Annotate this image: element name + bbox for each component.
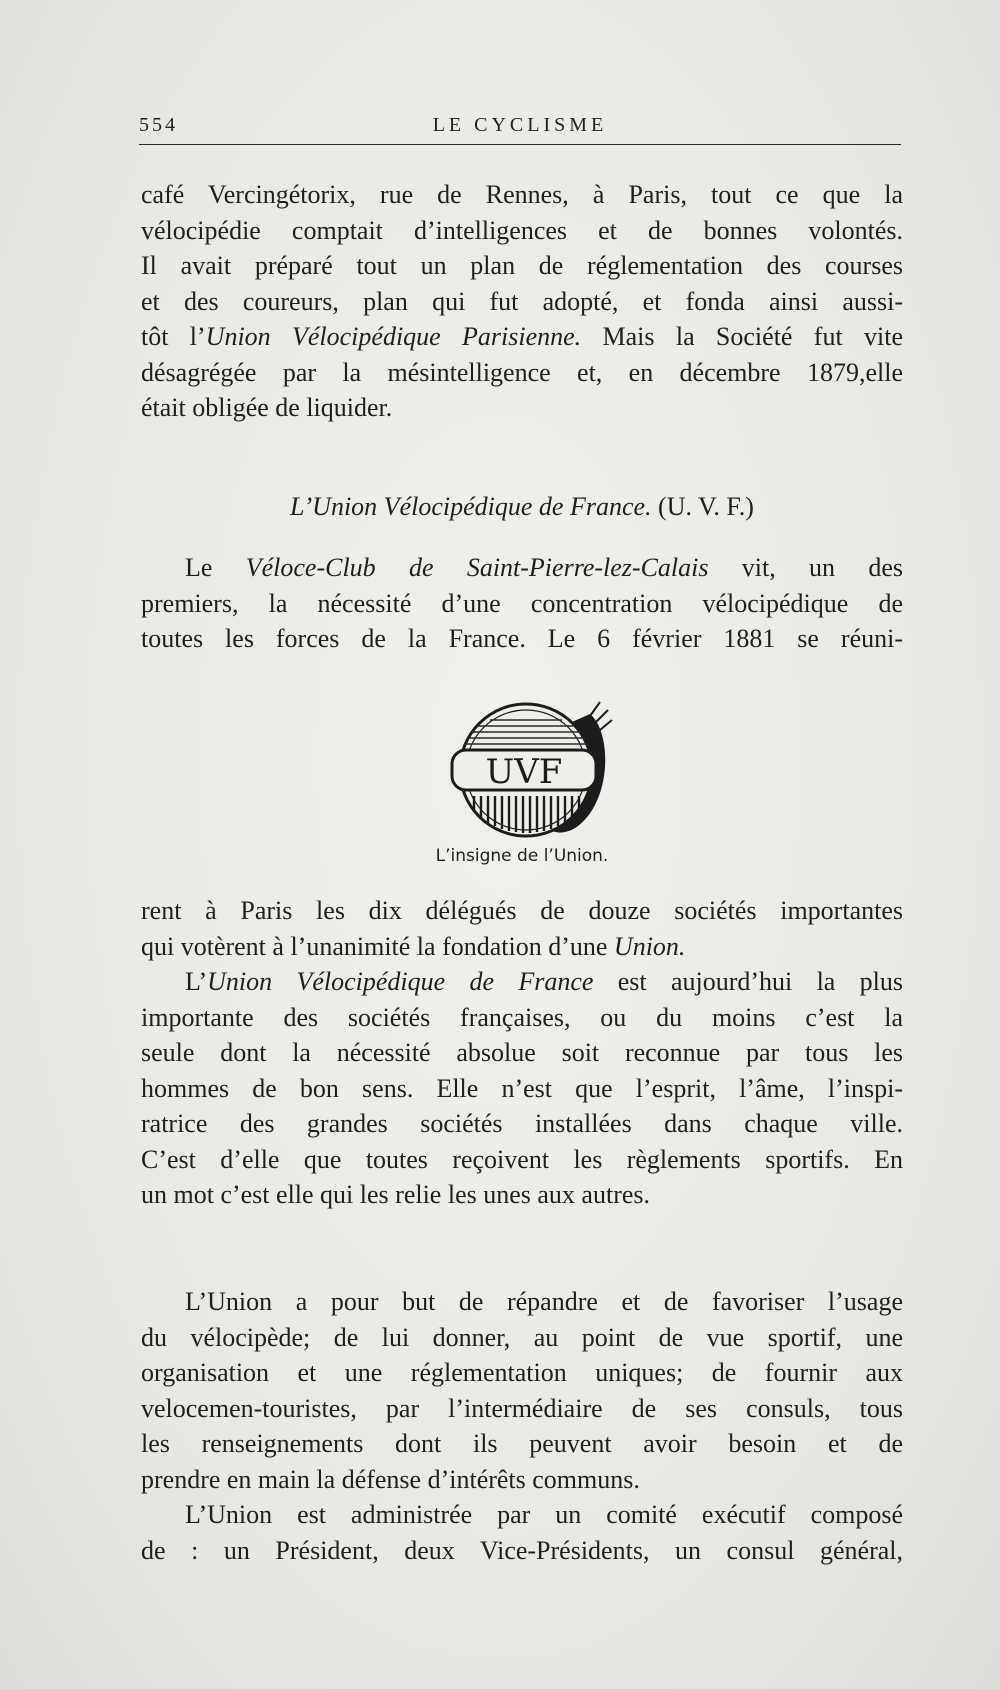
uvf-badge-figure — [440, 692, 620, 842]
text-run: vit, un des — [708, 553, 904, 582]
text-line: premiers, la nécessité d’une concentration vélocipédique de — [141, 588, 903, 618]
text-line: L’Union est administrée par un comité exécutif composé — [185, 1500, 903, 1529]
text-line — [141, 964, 903, 1000]
section-heading-abbreviation: (U. V. F.) — [651, 492, 754, 521]
text-run: L’ — [185, 967, 208, 996]
text-line: désagrégée par la mésintelligence et, en décembre 1879,elle — [141, 357, 903, 387]
italic-union: Union. — [613, 931, 686, 961]
text-line: ratrice des grandes sociétés installées dans chaque ville. — [141, 1109, 903, 1138]
text-line: toutes les forces de la France. Le 6 février 1881 se réuni- — [141, 624, 903, 653]
page-number: 554 — [139, 114, 178, 136]
text-run: Le — [185, 553, 246, 582]
text-line: les renseignements dont ils peuvent avoir besoin et de — [141, 1429, 903, 1458]
text-line: organisation et une réglementation uniques; de fournir aux — [141, 1358, 903, 1387]
text-run: Mais la Société fut vite — [581, 322, 903, 351]
text-line: velocemen-touristes, par l’intermédiaire de ses consuls, tous — [141, 1393, 903, 1423]
section-heading — [141, 490, 903, 524]
paragraph-3 — [141, 893, 903, 964]
text-line: Il avait préparé tout un plan de réglementation des courses — [141, 251, 903, 280]
paragraph-2 — [141, 550, 903, 657]
italic-union-name: Union Vélocipédique de France — [207, 967, 594, 996]
text-line: hommes de bon sens. Elle n’est que l’esprit, l’âme, l’inspi- — [141, 1073, 903, 1103]
text-line: du vélocipède; de lui donner, au point de vue sportif, une — [141, 1322, 903, 1352]
paragraph-4 — [141, 964, 903, 1213]
italic-society-name: Union Vélocipédique Parisienne. — [205, 322, 582, 351]
text-run: qui votèrent à l’unanimité la fondation d’une — [141, 931, 614, 961]
text-line: vélocipédie comptait d’intelligences et de bonnes volontés. — [141, 215, 903, 245]
paragraph-1 — [141, 177, 903, 426]
running-head — [139, 114, 901, 145]
text-line: prendre en main la défense d’intérêts communs. — [141, 1464, 640, 1494]
text-line: et des coureurs, plan qui fut adopté, et fonda ainsi aussi- — [141, 286, 903, 316]
text-line: importante des sociétés françaises, ou du moins c’est la — [141, 1002, 903, 1032]
text-line: rent à Paris les dix délégués de douze sociétés importantes — [141, 896, 903, 925]
text-line: était obligée de liquider. — [141, 393, 393, 422]
italic-club-name: Véloce-Club de Saint-Pierre-lez-Calais — [245, 553, 709, 582]
figure-caption: L’insigne de l’Union. — [435, 846, 609, 866]
paragraph-6 — [141, 1497, 903, 1568]
section-heading-title: L’Union Vélocipédique de France. — [290, 492, 652, 521]
text-line: L’Union a pour but de répandre et de favoriser l’usage — [185, 1287, 903, 1316]
text-line — [141, 319, 903, 355]
running-title: LE CYCLISME — [432, 114, 608, 136]
text-line: un mot c’est elle qui les relie les unes aux autres. — [141, 1180, 651, 1209]
text-line — [141, 550, 903, 586]
text-run: est aujourd’hui la plus — [593, 967, 903, 996]
text-run: tôt l’ — [141, 322, 206, 351]
paragraph-5 — [141, 1284, 903, 1497]
uvf-badge-illustration — [440, 692, 620, 842]
text-line: C’est d’elle que toutes reçoivent les règlements sportifs. En — [141, 1144, 903, 1174]
text-line — [141, 929, 903, 965]
badge-letters: UVF — [485, 752, 563, 792]
text-line: seule dont la nécessité absolue soit reconnue par tous les — [141, 1038, 903, 1067]
text-line: de : un Président, deux Vice-Présidents, un consul général, — [141, 1535, 903, 1565]
text-line: café Vercingétorix, rue de Rennes, à Paris, tout ce que la — [141, 180, 903, 209]
